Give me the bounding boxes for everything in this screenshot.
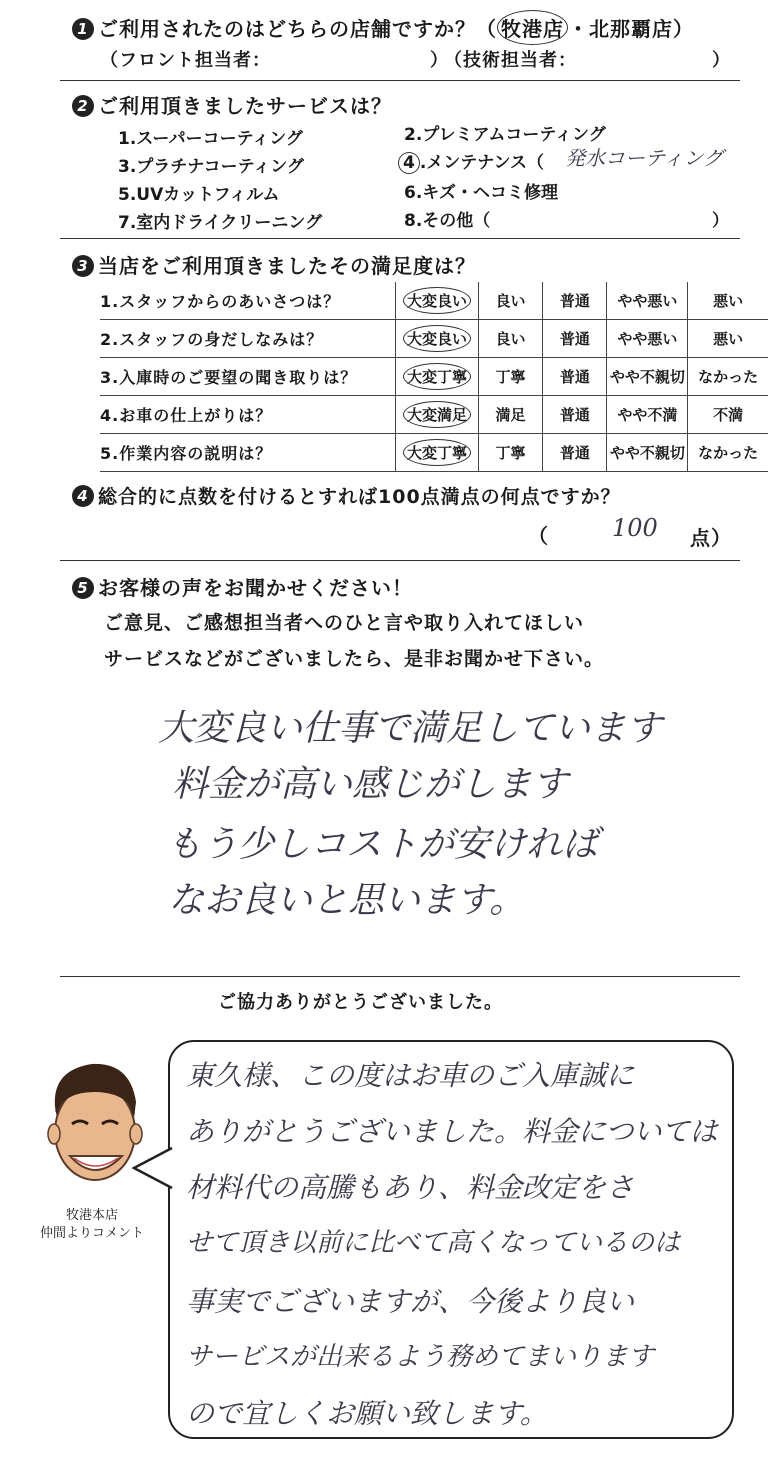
q1-front-close: ） [430, 50, 449, 71]
service-1: 1.スーパーコーティング [118, 129, 303, 149]
staff-reply-line: 事実でございますが、今後より良い [186, 1285, 635, 1318]
option-selected: 大変良い [396, 282, 479, 320]
divider [60, 80, 740, 81]
option-selected: 大変丁寧 [396, 358, 479, 396]
service-8-close: ） [712, 211, 729, 231]
option: やや不親切 [607, 434, 688, 472]
q1-tech-close: ） [712, 50, 731, 71]
option: 悪い [688, 320, 768, 358]
staff-caption-1: 牧港本店 [65, 1208, 118, 1223]
service-6: 6.キズ・ヘコミ修理 [404, 183, 558, 203]
thanks-text: ご協力ありがとうございました。 [218, 992, 503, 1013]
q3-number: 3 [72, 255, 94, 277]
q4-number: 4 [72, 485, 94, 507]
divider [60, 238, 740, 239]
option: 悪い [688, 282, 768, 320]
option: やや悪い [607, 282, 688, 320]
option: 普通 [543, 434, 607, 472]
option: なかった [688, 434, 768, 472]
q4-open: （ [528, 524, 549, 548]
staff-reply-line: ありがとうございました。料金については [186, 1115, 718, 1148]
staff-reply-line: サービスが出来るよう務めてまいります [186, 1342, 655, 1372]
q1-close: ） [673, 17, 694, 41]
q3-heading [72, 250, 476, 279]
table-row [100, 358, 768, 396]
staff-reply-line: 東久様、この度はお車のご入庫誠に [186, 1059, 635, 1092]
option: やや不満 [607, 396, 688, 434]
option: なかった [688, 358, 768, 396]
table-row [100, 282, 768, 320]
q2-heading [72, 90, 392, 119]
q4-unit: 点） [690, 526, 732, 550]
q1-text: ご利用されたのはどちらの店舗ですか？（ [98, 17, 497, 41]
customer-comment-line: 大変良い仕事で満足しています [158, 708, 663, 749]
maintenance-note: 発水コーティング [565, 146, 723, 170]
service-5: 5.UVカットフィルム [118, 185, 280, 205]
option-selected: 大変丁寧 [396, 434, 479, 472]
staff-reply-line: せて頂き以前に比べて高くなっているのは [186, 1228, 681, 1258]
row-label: 1.スタッフからのあいさつは？ [100, 282, 396, 320]
option: 不満 [688, 396, 768, 434]
q3-text: 当店をご利用頂きましたその満足度は？ [98, 254, 476, 278]
service-3: 3.プラチナコーティング [118, 157, 304, 177]
option-selected: 大変満足 [396, 396, 479, 434]
staff-caption-2: 仲間よりコメント [39, 1226, 144, 1241]
q5-line3: サービスなどがございましたら、是非お聞かせ下さい。 [104, 648, 605, 670]
q1-tech-label: （技術担当者： [444, 50, 577, 71]
option: やや悪い [607, 320, 688, 358]
q4-text: 総合的に点数を付けるとすれば100点満点の何点ですか？ [98, 486, 621, 508]
row-label: 4.お車の仕上がりは？ [100, 396, 396, 434]
q2-text: ご利用頂きましたサービスは？ [98, 94, 392, 118]
row-label: 3.入庫時のご要望の聞き取りは？ [100, 358, 396, 396]
divider [60, 560, 740, 561]
table-row [100, 320, 768, 358]
row-label: 5.作業内容の説明は？ [100, 434, 396, 472]
staff-reply-line: 材料代の高騰もあり、料金改定をさ [186, 1171, 635, 1204]
service-8: 8.その他（ [404, 211, 491, 231]
staff-reply-line: ので宜しくお願い致します。 [186, 1397, 548, 1430]
divider [60, 976, 740, 977]
q5-heading [72, 572, 413, 601]
option: 普通 [543, 358, 607, 396]
q1-number: 1 [72, 18, 94, 40]
service-2: 2.プレミアムコーティング [404, 125, 606, 145]
q4-heading [72, 482, 621, 509]
q1-heading [72, 10, 694, 45]
service-4-text: .メンテナンス（ [419, 153, 544, 173]
customer-comment-line: 料金が高い感じがします [172, 764, 569, 805]
option: 普通 [543, 320, 607, 358]
q1-front-label: （フロント担当者： [100, 50, 271, 71]
satisfaction-table [100, 282, 768, 472]
customer-comment-line: なお良いと思います。 [168, 880, 526, 921]
option: 普通 [543, 282, 607, 320]
q2-number: 2 [72, 95, 94, 117]
table-row [100, 396, 768, 434]
bubble-tail [132, 1146, 174, 1190]
row-label: 2.スタッフの身だしなみは？ [100, 320, 396, 358]
q4-score: 100 [612, 514, 658, 542]
option: 丁寧 [478, 434, 542, 472]
q5-text: お客様の声をお聞かせください！ [98, 576, 413, 600]
customer-comment-line: もう少しコストが安ければ [166, 824, 599, 865]
option: 良い [478, 282, 542, 320]
option: やや不親切 [607, 358, 688, 396]
service-7: 7.室内ドライクリーニング [118, 213, 323, 233]
service-4: 4 .メンテナンス（ [398, 148, 544, 174]
option-selected: 大変良い [396, 320, 479, 358]
option: 丁寧 [478, 358, 542, 396]
option: 普通 [543, 396, 607, 434]
q1-sep: ・ [568, 17, 589, 41]
q5-line2: ご意見、ご感想担当者へのひと言や取り入れてほしい [104, 612, 585, 634]
table-row [100, 434, 768, 472]
q1-store-makiminato: 牧港店 [497, 10, 568, 45]
q5-number: 5 [72, 577, 94, 599]
q1-store-kitanaha: 北那覇店 [589, 17, 673, 41]
option: 満足 [478, 396, 542, 434]
option: 良い [478, 320, 542, 358]
